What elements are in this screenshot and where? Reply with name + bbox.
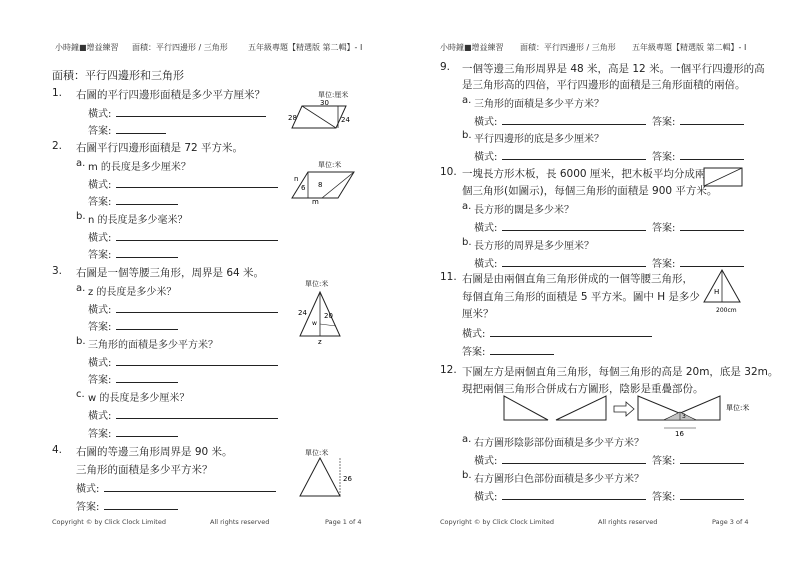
dim-label: z bbox=[318, 338, 322, 346]
formula-label: 橫式: bbox=[76, 484, 100, 495]
formula-label: 橫式: bbox=[88, 358, 112, 369]
formula-answer-line[interactable] bbox=[116, 116, 266, 117]
answer-line[interactable] bbox=[490, 354, 554, 355]
formula-answer-line[interactable] bbox=[116, 312, 278, 313]
sub-question: m 的長度是多少厘米？ bbox=[88, 162, 191, 173]
unit-label: 單位:米 bbox=[318, 161, 342, 169]
question-text: 右圖是由兩個直角三角形併成的一個等腰三角形， bbox=[462, 273, 693, 285]
formula-answer-line[interactable] bbox=[116, 418, 278, 419]
formula-label: 橫式: bbox=[474, 152, 498, 163]
formula-label: 橫式: bbox=[88, 180, 112, 191]
question-number: 2. bbox=[52, 140, 63, 152]
formula-label: 橫式: bbox=[88, 411, 112, 422]
formula-answer-line[interactable] bbox=[502, 230, 646, 231]
sub-question: 右方圖形白色部份面積是多少平方米？ bbox=[474, 474, 644, 485]
sub-question: w 的長度是多少厘米？ bbox=[88, 393, 190, 404]
dim-label: 26 bbox=[343, 475, 352, 483]
sub-mark: b. bbox=[462, 237, 472, 248]
sub-question: z 的長度是多少米？ bbox=[88, 287, 177, 298]
answer-label: 答案: bbox=[652, 456, 676, 467]
question-text: 右圖的等邊三角形周界是 90 米。 bbox=[76, 446, 233, 458]
answer-line[interactable] bbox=[116, 257, 178, 258]
dim-label: 20 bbox=[324, 312, 333, 320]
isosceles-triangle-diagram bbox=[292, 288, 352, 346]
header-series: 五年級專題【精選版 第二輯】- I bbox=[248, 43, 363, 52]
merged-triangles-diagram bbox=[500, 392, 760, 436]
question-text: 右圖的平行四邊形面積是多少平方厘米？ bbox=[76, 89, 265, 101]
unit-label: 單位:厘米 bbox=[318, 91, 349, 99]
formula-label: 橫式: bbox=[88, 305, 112, 316]
formula-label: 橫式: bbox=[462, 329, 486, 340]
question-text: 右圖平行四邊形面積是 72 平方米。 bbox=[76, 142, 244, 154]
footer-copyright: Copyright © by Click Clock Limited bbox=[440, 518, 554, 526]
question-text: 每個直角三角形的面積是 5 平方米。圖中 H 是多少 bbox=[462, 291, 700, 303]
question-text: 現把兩個三角形合併成右方圖形，陰影是重疊部份。 bbox=[462, 383, 704, 395]
answer-label: 答案: bbox=[88, 126, 112, 137]
answer-line[interactable] bbox=[680, 463, 744, 464]
question-number: 4. bbox=[52, 444, 63, 456]
dim-label: 28 bbox=[288, 114, 297, 122]
answer-label: 答案: bbox=[88, 250, 112, 261]
sub-mark: b. bbox=[76, 336, 86, 347]
formula-answer-line[interactable] bbox=[116, 365, 278, 366]
footer-rights: All rights reserved bbox=[210, 518, 270, 526]
worksheet-page-left bbox=[0, 0, 390, 566]
answer-label: 答案: bbox=[88, 375, 112, 386]
question-text: 三角形的面積是多少平方米？ bbox=[76, 464, 213, 476]
question-number: 3. bbox=[52, 265, 63, 277]
formula-answer-line[interactable] bbox=[502, 266, 646, 267]
dim-label: 24 bbox=[341, 116, 350, 124]
sub-mark: b. bbox=[76, 211, 86, 222]
answer-line[interactable] bbox=[680, 124, 744, 125]
question-text: 下圖左方是兩個直角三角形，每個三角形的高是 20m，底是 32m。 bbox=[462, 366, 779, 378]
answer-line[interactable] bbox=[104, 509, 178, 510]
header-topic: 面積：平行四邊形 / 三角形 bbox=[132, 43, 228, 52]
question-number: 9. bbox=[440, 61, 451, 73]
dim-label: m bbox=[312, 198, 319, 204]
formula-label: 橫式: bbox=[474, 456, 498, 467]
sub-mark: b. bbox=[462, 470, 472, 481]
formula-answer-line[interactable] bbox=[502, 124, 646, 125]
answer-line[interactable] bbox=[680, 159, 744, 160]
answer-label: 答案: bbox=[652, 152, 676, 163]
dim-label: 16 bbox=[675, 430, 684, 436]
answer-label: 答案: bbox=[652, 492, 676, 503]
dim-label: w bbox=[312, 320, 317, 327]
unit-label: 單位:米 bbox=[305, 280, 329, 288]
formula-answer-line[interactable] bbox=[104, 491, 276, 492]
unit-label: 單位:米 bbox=[726, 404, 750, 412]
dim-label: 6 bbox=[301, 184, 306, 192]
answer-line[interactable] bbox=[680, 266, 744, 267]
answer-line[interactable] bbox=[116, 204, 178, 205]
sub-mark: a. bbox=[462, 201, 472, 212]
question-text: 右圖是一個等腰三角形，周界是 64 米。 bbox=[76, 267, 265, 279]
question-number: 1. bbox=[52, 87, 63, 99]
answer-label: 答案: bbox=[88, 197, 112, 208]
formula-label: 橫式: bbox=[474, 259, 498, 270]
rectangle-board-diagram bbox=[703, 166, 745, 190]
parallelogram-diagram bbox=[288, 168, 358, 204]
formula-answer-line[interactable] bbox=[502, 463, 646, 464]
header-brand: 小時鐘■增益練習 bbox=[55, 43, 119, 52]
question-text: 一個等邊三角形周界是 48 米，高是 12 米。一個平行四邊形的高 bbox=[462, 63, 765, 75]
sub-mark: a. bbox=[462, 95, 472, 106]
answer-label: 答案: bbox=[76, 502, 100, 513]
worksheet-page-right bbox=[400, 0, 790, 566]
formula-answer-line[interactable] bbox=[116, 240, 278, 241]
formula-answer-line[interactable] bbox=[502, 159, 646, 160]
question-text: 厘米？ bbox=[462, 308, 494, 320]
answer-label: 答案: bbox=[88, 429, 112, 440]
footer-rights: All rights reserved bbox=[598, 518, 658, 526]
sub-mark: a. bbox=[76, 158, 86, 169]
answer-line[interactable] bbox=[116, 382, 178, 383]
answer-label: 答案: bbox=[462, 347, 486, 358]
dim-label: 24 bbox=[298, 309, 307, 317]
dim-label: 8 bbox=[318, 181, 323, 189]
formula-answer-line[interactable] bbox=[502, 499, 646, 500]
answer-label: 答案: bbox=[652, 117, 676, 128]
question-text: 一塊長方形木板，長 6000 厘米，把木板平均分成兩 bbox=[462, 168, 706, 180]
dim-label: 200cm bbox=[716, 307, 737, 314]
equilateral-triangle-diagram bbox=[296, 456, 356, 500]
header-brand: 小時鐘■增益練習 bbox=[440, 43, 504, 52]
formula-label: 橫式: bbox=[88, 233, 112, 244]
dim-label: n bbox=[294, 175, 299, 183]
answer-label: 答案: bbox=[652, 259, 676, 270]
dim-label: 3 bbox=[682, 413, 686, 420]
answer-line[interactable] bbox=[116, 436, 178, 437]
answer-line[interactable] bbox=[680, 499, 744, 500]
formula-label: 橫式: bbox=[474, 117, 498, 128]
footer-page-number: Page 1 of 4 bbox=[325, 518, 362, 526]
question-text: 是三角形高的四倍，平行四邊形的面積是三角形面積的兩倍。 bbox=[462, 79, 746, 91]
formula-answer-line[interactable] bbox=[116, 187, 278, 188]
section-title: 面積：平行四邊形和三角形 bbox=[52, 69, 184, 82]
sub-question: 長方形的闊是多少米？ bbox=[474, 205, 574, 216]
dim-label: 30 bbox=[320, 99, 329, 107]
sub-question: n 的長度是多少毫米？ bbox=[88, 215, 188, 226]
unit-label: 單位:米 bbox=[305, 449, 329, 457]
footer-page-number: Page 3 of 4 bbox=[712, 518, 749, 526]
header-topic: 面積：平行四邊形 / 三角形 bbox=[520, 43, 616, 52]
header-series: 五年級專題【精選版 第二輯】- I bbox=[632, 43, 747, 52]
sub-mark: b. bbox=[462, 130, 472, 141]
formula-label: 橫式: bbox=[474, 492, 498, 503]
sub-mark: a. bbox=[462, 434, 472, 445]
answer-line[interactable] bbox=[116, 133, 166, 134]
sub-question: 長方形的周界是多少厘米？ bbox=[474, 241, 594, 252]
formula-label: 橫式: bbox=[88, 109, 112, 120]
sub-question: 三角形的面積是多少平方米？ bbox=[88, 340, 218, 351]
answer-label: 答案: bbox=[88, 322, 112, 333]
answer-line[interactable] bbox=[116, 329, 178, 330]
sub-question: 平行四邊形的底是多少厘米？ bbox=[474, 134, 604, 145]
question-number: 10. bbox=[440, 166, 457, 178]
sub-question: 右方圖形陰影部份面積是多少平方米？ bbox=[474, 438, 644, 449]
question-text: 個三角形(如圖示)，每個三角形的面積是 900 平方米。 bbox=[462, 185, 718, 197]
question-number: 11. bbox=[440, 271, 457, 283]
sub-mark: c. bbox=[76, 389, 85, 400]
sub-mark: a. bbox=[76, 283, 86, 294]
footer-copyright: Copyright © by Click Clock Limited bbox=[52, 518, 166, 526]
dim-label: H bbox=[714, 288, 720, 296]
answer-line[interactable] bbox=[680, 230, 744, 231]
right-triangles-diagram bbox=[700, 268, 750, 316]
sub-question: 三角形的面積是多少平方米？ bbox=[474, 99, 604, 110]
question-number: 12. bbox=[440, 364, 457, 376]
formula-answer-line[interactable] bbox=[490, 336, 652, 337]
parallelogram-diagram bbox=[286, 98, 356, 134]
formula-label: 橫式: bbox=[474, 223, 498, 234]
answer-label: 答案: bbox=[652, 223, 676, 234]
